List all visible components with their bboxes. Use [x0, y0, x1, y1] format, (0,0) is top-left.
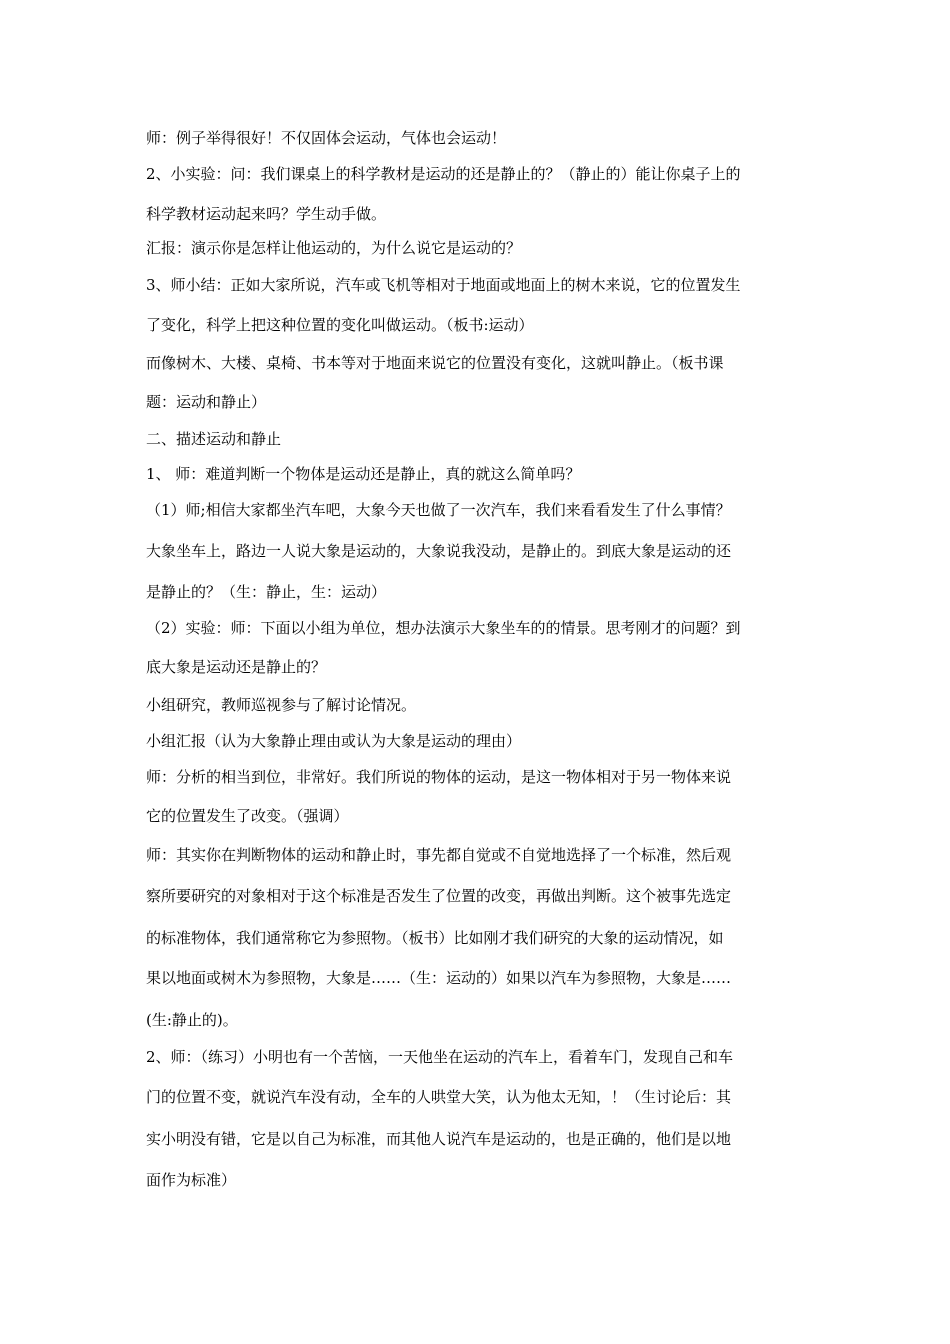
text-line: (生:静止的)。	[146, 1011, 238, 1029]
text-line: 了变化，科学上把这种位置的变化叫做运动。（板书:运动）	[146, 316, 534, 334]
text-line: 3、师小结：正如大家所说，汽车或飞机等相对于地面或地面上的树木来说，它的位置发生	[146, 276, 741, 294]
text-line: 2、小实验：问：我们课桌上的科学教材是运动的还是静止的？（静止的）能让你桌子上的	[146, 165, 741, 183]
text-line: 师：其实你在判断物体的运动和静止时，事先都自觉或不自觉地选择了一个标准，然后观	[146, 846, 732, 864]
text-line: 而像树木、大楼、桌椅、书本等对于地面来说它的位置没有变化，这就叫静止。（板书课	[146, 354, 724, 372]
text-line: 察所要研究的对象相对于这个标准是否发生了位置的改变，再做出判断。这个被事先选定	[146, 887, 732, 905]
text-line: 科学教材运动起来吗？学生动手做。	[146, 205, 387, 223]
text-line: 它的位置发生了改变。（强调）	[146, 807, 349, 825]
text-line: 是静止的？（生：静止，生：运动）	[146, 583, 387, 601]
text-line: 1、 师：难道判断一个物体是运动还是静止，真的就这么简单吗？	[146, 465, 581, 483]
text-line: 小组汇报（认为大象静止理由或认为大象是运动的理由）	[146, 732, 522, 750]
text-line: （2）实验：师：下面以小组为单位，想办法演示大象坐车的的情景。思考刚才的问题？到	[146, 619, 741, 637]
text-line: 大象坐车上，路边一人说大象是运动的，大象说我没动，是静止的。到底大象是运动的还	[146, 542, 732, 560]
text-line: 小组研究，教师巡视参与了解讨论情况。	[146, 696, 417, 714]
text-line: （1）师;相信大家都坐汽车吧，大象今天也做了一次汽车，我们来看看发生了什么事情？	[146, 501, 731, 519]
text-line: 果以地面或树木为参照物，大象是……（生：运动的）如果以汽车为参照物，大象是……	[146, 969, 732, 987]
text-line: 汇报：演示你是怎样让他运动的，为什么说它是运动的？	[146, 239, 522, 257]
text-line: 题：运动和静止）	[146, 393, 267, 411]
section-heading: 二、描述运动和静止	[146, 430, 282, 448]
text-line: 师：例子举得很好！不仅固体会运动，气体也会运动！	[146, 129, 507, 147]
text-line: 门的位置不变，就说汽车没有动，全车的人哄堂大笑，认为他太无知，！（生讨论后：其	[146, 1088, 732, 1106]
text-line: 2、师：（练习）小明也有一个苦恼，一天他坐在运动的汽车上，看着车门，发现自己和车	[146, 1048, 734, 1066]
text-line: 底大象是运动还是静止的？	[146, 658, 327, 676]
text-line: 的标准物体，我们通常称它为参照物。（板书）比如刚才我们研究的大象的运动情况，如	[146, 929, 724, 947]
text-line: 面作为标准）	[146, 1171, 237, 1189]
text-line: 师：分析的相当到位，非常好。我们所说的物体的运动，是这一物体相对于另一物体来说	[146, 768, 732, 786]
text-line: 实小明没有错，它是以自己为标准，而其他人说汽车是运动的，也是正确的，他们是以地	[146, 1130, 732, 1148]
